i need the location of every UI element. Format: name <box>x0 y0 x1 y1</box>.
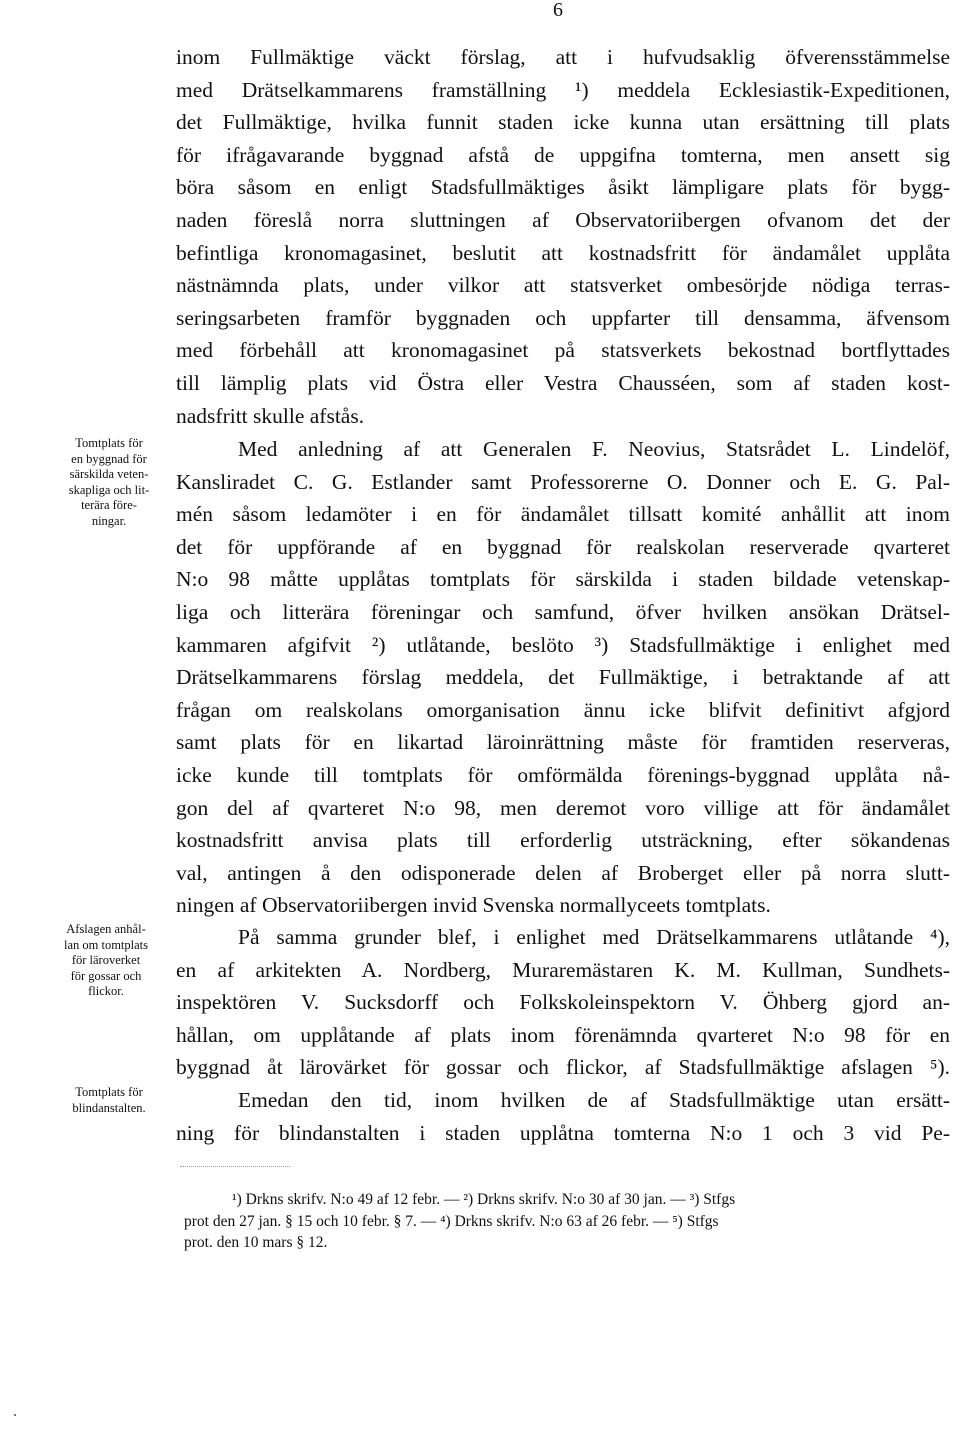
margin-note-afslagen-anhallan <box>42 922 170 1000</box>
margin-note-line: Afslagen anhål- <box>66 922 146 936</box>
paragraph-2 <box>176 433 950 922</box>
margin-note-line: ningar. <box>91 513 127 528</box>
margin-note-line: en byggnad för <box>71 451 147 466</box>
text-line: hållan, om upplåtande af plats inom förenämnda qvarteret N:o 98 för en <box>176 1022 950 1047</box>
text-line: ning för blindanstalten i staden upplåtna tomterna N:o 1 och 3 vid Pe- <box>176 1120 950 1145</box>
text-line: val, antingen å den odisponerade delen af Broberget eller på norra slutt- <box>176 860 950 885</box>
margin-note-line: flickor. <box>88 984 124 998</box>
text-line: N:o 98 måtte upplåtas tomtplats för särskilda i staden bildade vetenskap- <box>176 567 950 592</box>
text-line: med Drätselkammarens framställning ¹) meddela Ecklesiastik-Expeditionen, <box>176 77 950 102</box>
text-line: icke kunde till tomtplats för omförmälda förenings-byggnad upplåta nå- <box>176 762 950 787</box>
footnote-line: prot. den 10 mars § 12. <box>184 1234 328 1251</box>
text-line: det för uppförande af en byggnad för realskolan reserverade qvarteret <box>176 534 950 559</box>
page-number: 6 <box>553 0 563 21</box>
margin-note-line: för läroverket <box>71 953 141 967</box>
text-line: Kansliradet C. G. Estlander samt Professorerne O. Donner och E. G. Pal- <box>176 469 950 494</box>
margin-note-tomtplats-foreningar <box>45 436 173 529</box>
text-line: liga och litterära föreningar och samfund, öfver hvilken ansökan Drätsel- <box>176 599 950 624</box>
scan-speck <box>14 1414 16 1416</box>
paragraph-1 <box>176 41 950 432</box>
text-line: nadsfritt skulle afstås. <box>176 403 365 428</box>
text-line: seringsarbeten framför byggnaden och uppfarter till densamma, äfvensom <box>176 305 950 330</box>
text-line: mén såsom ledamöter i en för ändamålet tillsatt komité anhållit att inom <box>176 502 950 527</box>
text-line: kostnadsfritt anvisa plats till erforderlig utsträckning, efter sökandenas <box>176 828 950 853</box>
text-line: befintliga kronomagasinet, beslutit att kostnadsfritt för ändamålet upplåta <box>176 240 950 265</box>
text-line: för ifrågavarande byggnad afstå de uppgifna tomterna, men ansett sig <box>176 142 950 167</box>
margin-note-line: lan om tomtplats <box>63 937 149 952</box>
text-line: inspektören V. Sucksdorff och Folkskoleinspektorn V. Öhberg gjord an- <box>176 990 950 1015</box>
margin-note-line: Tomtplats för <box>75 1085 143 1099</box>
footnote-line: prot den 27 jan. § 15 och 10 febr. § 7. — ⁴) Drkns skrifv. N:o 63 af 26 febr. — ⁵) Stfgs <box>184 1212 719 1230</box>
paragraph-4 <box>176 1084 950 1149</box>
margin-note-line: Tomtplats för <box>75 436 143 450</box>
text-line: frågan om realskolans omorganisation ännu icke blifvit definitivt afgjord <box>176 697 950 722</box>
margin-note-line: skapliga och lit- <box>68 482 150 497</box>
text-line: till lämplig plats vid Östra eller Vestra Chausséen, som af staden kost- <box>176 370 950 395</box>
text-line: Med anledning af att Generalen F. Neovius, Statsrådet L. Lindelöf, <box>238 437 950 461</box>
text-line: naden föreslå norra sluttningen af Observatoriibergen ofvanom det der <box>176 207 950 232</box>
margin-note-blindanstalten <box>45 1085 173 1116</box>
text-line: kammaren afgifvit ²) utlåtande, beslöto ³) Stadsfullmäktige i enlighet med <box>176 632 950 657</box>
text-line: det Fullmäktige, hvilka funnit staden icke kunna utan ersättning till plats <box>176 110 950 135</box>
footnotes <box>184 1189 950 1254</box>
footnote-line: ¹) Drkns skrifv. N:o 49 af 12 febr. — ²) Drkns skrifv. N:o 30 af 30 jan. — ³) Stfgs <box>232 1191 736 1208</box>
margin-note-line: särskilda veten- <box>69 467 149 481</box>
footnote-divider <box>180 1166 290 1167</box>
text-line: samt plats för en likartad läroinrättning måste för framtiden reserveras, <box>176 730 950 755</box>
text-line: gon del af qvarteret N:o 98, men deremot voro villige att för ändamålet <box>176 795 950 820</box>
text-line: nästnämnda plats, under vilkor att statsverket ombesörjde nödiga terras- <box>176 273 950 298</box>
text-line: Drätselkammarens förslag meddela, det Fullmäktige, i betraktande af att <box>176 665 950 690</box>
text-line: inom Fullmäktige väckt förslag, att i hufvudsaklig öfverensstämmelse <box>176 45 950 69</box>
text-line: Emedan den tid, inom hvilken de af Stadsfullmäktige utan ersätt- <box>238 1088 950 1112</box>
text-line: med förbehåll att kronomagasinet på statsverkets bekostnad bortflyttades <box>176 338 950 363</box>
text-line: böra såsom en enligt Stadsfullmäktiges åsikt lämpligare plats för bygg- <box>176 175 950 200</box>
margin-note-line: för gossar och <box>70 968 142 983</box>
text-line: byggnad åt lärovärket för gossar och flickor, af Stadsfullmäktige afslagen ⁵). <box>176 1055 950 1080</box>
margin-note-line: terära före- <box>81 498 137 512</box>
text-line: På samma grunder blef, i enlighet med Drätselkammarens utlåtande ⁴), <box>238 925 950 949</box>
margin-note-line: blindanstalten. <box>72 1100 146 1115</box>
text-line: en af arkitekten A. Nordberg, Muraremästaren K. M. Kullman, Sundhets- <box>176 957 950 982</box>
paragraph-3 <box>176 921 950 1084</box>
text-line: ningen af Observatoriibergen invid Svenska normallyceets tomtplats. <box>176 893 771 918</box>
